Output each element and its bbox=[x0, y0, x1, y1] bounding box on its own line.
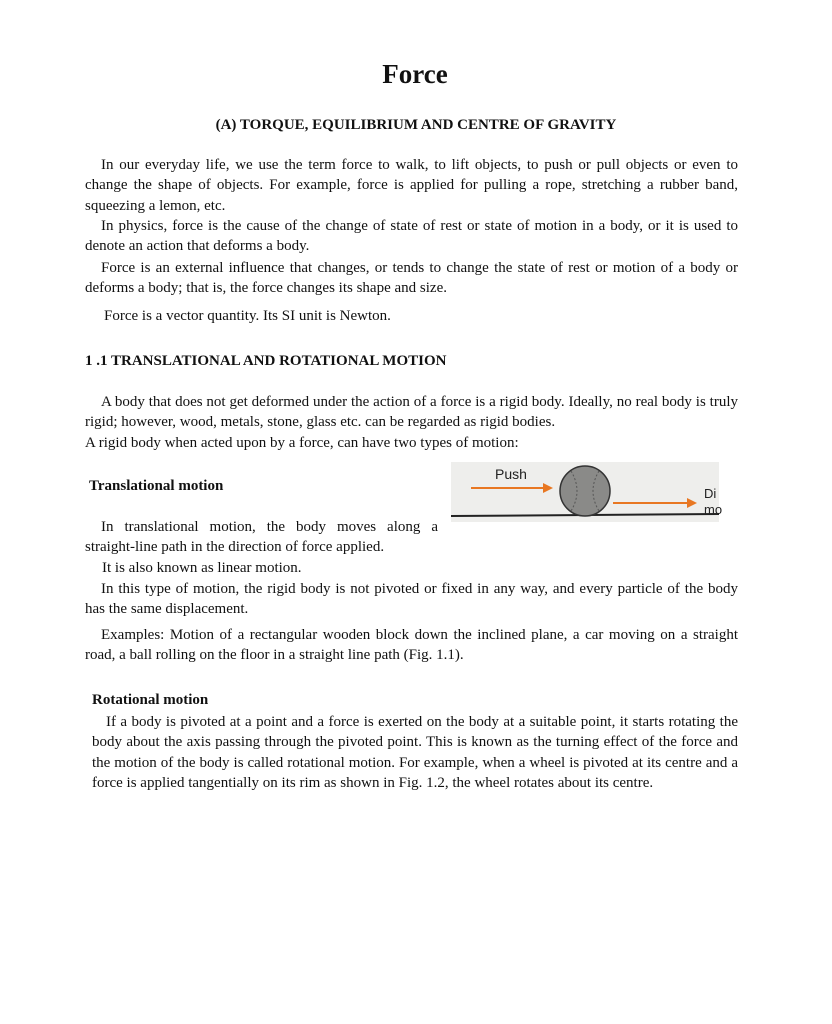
direction-label-line2: mo bbox=[704, 502, 723, 517]
translational-motion-figure bbox=[451, 462, 723, 522]
push-label: Push bbox=[495, 466, 527, 482]
intro-paragraph-3: Force is an external influence that changes, or tends to change the state of rest or motion of a body or deforms a body; that is, the force changes its shape and size. bbox=[85, 260, 738, 297]
intro-paragraph-4: Force is a vector quantity. Its SI unit is Newton. bbox=[104, 308, 391, 324]
translational-paragraph-3: In this type of motion, the rigid body is not pivoted or fixed in any way, and every particle of the body has the same displacement. bbox=[85, 581, 738, 618]
ball-icon bbox=[560, 466, 610, 516]
page-subtitle: (A) TORQUE, EQUILIBRIUM AND CENTRE OF GRAVITY bbox=[215, 117, 617, 133]
rotational-heading: Rotational motion bbox=[92, 692, 209, 708]
page-title: Force bbox=[382, 59, 448, 89]
section-paragraph-1: A body that does not get deformed under the action of a force is a rigid body. Ideally, no real body is truly rigid; however, wood, metals, stone, glass etc. can be regarded as rigid bodies. bbox=[85, 394, 738, 431]
direction-label-line1: Di bbox=[704, 486, 717, 501]
ball-push-illustration bbox=[451, 462, 723, 522]
translational-paragraph-4: Examples: Motion of a rectangular wooden block down the inclined plane, a car moving on a straight road, a ball rolling on the floor in a straight line path (Fig. 1.1). bbox=[85, 627, 738, 664]
intro-paragraph-2: In physics, force is the cause of the change of state of rest or state of motion in a body, or it is used to denote an action that deforms a body. bbox=[85, 218, 738, 255]
translational-paragraph-2: It is also known as linear motion. bbox=[102, 560, 302, 576]
section-paragraph-2: A rigid body when acted upon by a force, can have two types of motion: bbox=[85, 435, 519, 451]
intro-paragraph-1: In our everyday life, we use the term force to walk, to lift objects, to push or pull objects or even to change the shape of objects. For example, force is applied for pulling a rope, stretching a rubber band, squeezing a lemon, etc. bbox=[85, 157, 738, 214]
rotational-paragraph: If a body is pivoted at a point and a force is exerted on the body at a suitable point, it starts rotating the body about the axis passing through the pivoted point. This is known as the turning effect of the force and the motion of the body is called rotational motion. For example, when a wheel is pivoted at its centre and a force is applied tangentially on its rim as shown in Fig. 1.2, the wheel rotates about its centre. bbox=[92, 714, 738, 792]
translational-heading: Translational motion bbox=[89, 478, 224, 494]
section-heading: 1 .1 TRANSLATIONAL AND ROTATIONAL MOTION bbox=[85, 353, 447, 369]
translational-paragraph-1: In translational motion, the body moves along a straight-line path in the direction of force applied. bbox=[85, 519, 438, 556]
